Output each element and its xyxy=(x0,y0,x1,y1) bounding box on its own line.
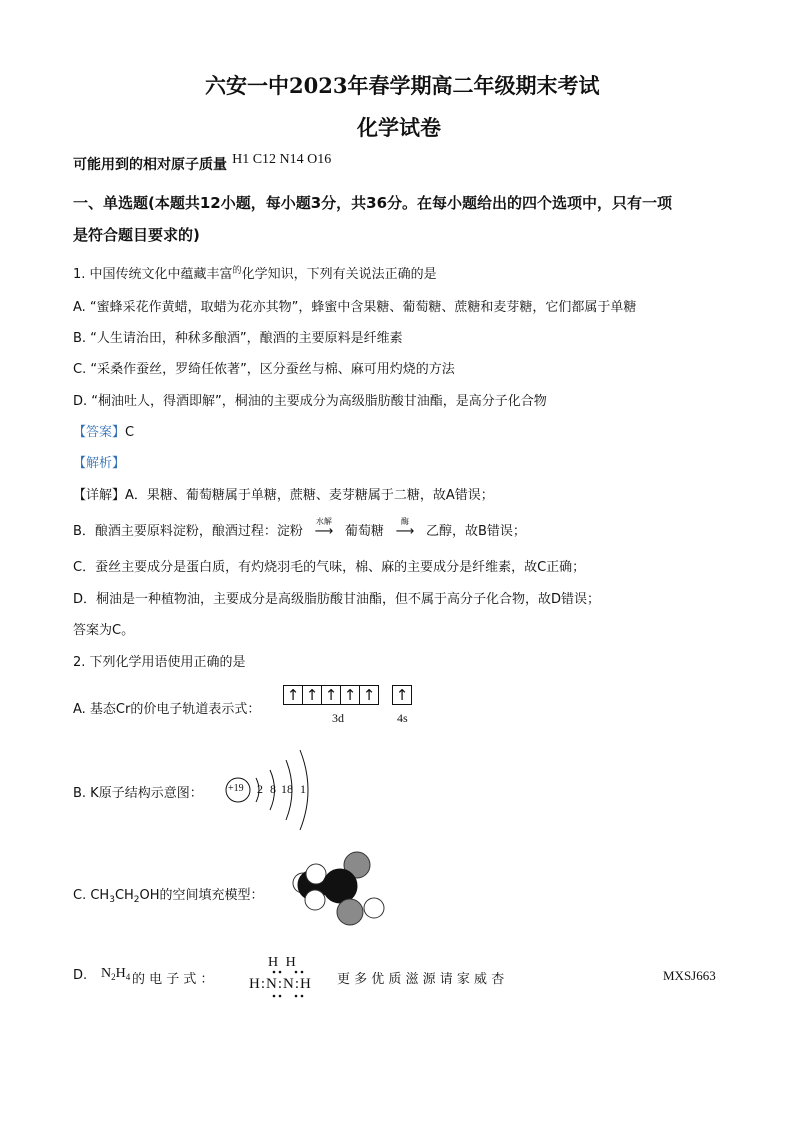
detail-a: A．果糖、葡萄糖属于单糖，蔗糖、麦芽糖属于二糖，故A错误； xyxy=(125,488,494,503)
q1-answer-line xyxy=(73,421,134,440)
q1-option-c: C. “采桑作蚕丝，罗绮任侬著”，区分蚕丝与棉、麻可用灼烧的方法 xyxy=(73,362,455,377)
atomic-mass-line xyxy=(73,154,331,174)
orbital-box-3d-2: ↑ xyxy=(302,685,322,705)
option-c-part1: C. CH xyxy=(73,888,110,903)
shell-count-2: 8 xyxy=(270,782,276,796)
q1-option-b: B. “人生请治田，种秫多酿酒”，酿酒的主要原料是纤维素 xyxy=(73,331,403,346)
q1-stem-part1: 1. 中国传统文化中蕴藏丰富 xyxy=(73,267,233,282)
orbital-diagram-4s xyxy=(393,685,412,705)
shell-count-4: 1 xyxy=(300,782,306,796)
orbital-box-3d-4: ↑ xyxy=(340,685,360,705)
shell-count-3: 18 xyxy=(281,782,293,796)
q2-option-b-text: B. K原子结构示意图： xyxy=(73,786,203,801)
hydrogen-atom-4 xyxy=(364,898,384,918)
q2-option-a-text: A. 基态Cr的价电子轨道表示式： xyxy=(73,702,261,717)
formula-sub1: 2 xyxy=(111,972,116,982)
reaction-arrow-hydrolysis: 水解 ⟶ xyxy=(303,524,345,539)
arrow-label-enzyme: 酶 xyxy=(400,517,409,526)
lewis-structure: H:N:N:H xyxy=(249,976,312,992)
q2-option-d-prefix: D. xyxy=(73,968,88,983)
answer-tag: 【答案】 xyxy=(73,425,126,440)
option-c-part2: CH xyxy=(114,888,134,903)
conclusion: 答案为C。 xyxy=(73,623,135,638)
hydrogen-atom-gray xyxy=(337,899,363,925)
detail-b-line xyxy=(73,517,526,539)
lone-pair-dots xyxy=(266,970,312,1000)
q1-option-a: A. “蜜蜂采花作黄蜡，取蜡为花亦其物”，蜂蜜中含果糖、葡萄糖、蔗糖和麦芽糖，它们都属于单糖 xyxy=(73,300,637,315)
formula-h: H xyxy=(115,966,126,981)
arrow-label-hydrolysis: 水解 xyxy=(315,517,332,526)
detail-d: D．桐油是一种植物油，主要成分是高级脂肪酸甘油酯，但不属于高分子化合物，故D错误； xyxy=(73,592,601,607)
analysis-tag: 【解析】 xyxy=(73,456,126,471)
atomic-mass-label: 可能用到的相对原子质量 xyxy=(73,157,227,173)
orbital-diagram-3d xyxy=(284,685,379,705)
label-4s: 4s xyxy=(397,711,408,725)
document-code: MXSJ663 xyxy=(663,968,716,983)
q2-option-c-text xyxy=(73,884,264,905)
nucleus-charge: +19 xyxy=(228,783,244,794)
formula-n: N xyxy=(101,966,112,981)
answer-value: C xyxy=(125,425,135,440)
section-heading-line1: 一、单选题(本题共12小题，每小题3分，共36分。在每小题给出的四个选项中，只有一项 xyxy=(73,194,673,212)
ethanol-space-filling-model xyxy=(286,848,390,930)
q1-option-d: D. “桐油吐人，得酒即解”，桐油的主要成分为高级脂肪酸甘油酯，是高分子化合物 xyxy=(73,394,547,409)
formula-sub2: 4 xyxy=(125,972,131,982)
lewis-top-hydrogens: H H xyxy=(268,955,298,970)
q1-stem xyxy=(73,263,437,282)
detail-c: C．蚕丝主要成分是蛋白质，有灼烧羽毛的气味，棉、麻的主要成分是纤维素，故C正确； xyxy=(73,560,586,575)
paper-subtitle: 化学试卷 xyxy=(357,115,441,140)
q2-stem: 2. 下列化学用语使用正确的是 xyxy=(73,655,246,670)
option-c-part3: OH的空间填充模型： xyxy=(139,888,264,903)
n2h4-formula xyxy=(101,966,130,982)
option-c-sub1: 3 xyxy=(109,895,115,905)
section-heading-line2: 是符合题目要求的) xyxy=(73,226,200,244)
shell-count-1: 2 xyxy=(257,782,263,796)
q2-option-d-text: 的 电 子 式 ： xyxy=(132,972,214,987)
detail-b-mid: 葡萄糖 xyxy=(344,524,384,539)
exam-title: 六安一中2023年春学期高二年级期末考试 xyxy=(205,73,600,98)
detail-a-line xyxy=(73,484,494,503)
reaction-arrow-enzyme: 酶 ⟶ xyxy=(384,524,426,539)
hydrogen-atom-2 xyxy=(306,864,326,884)
orbital-box-3d-3: ↑ xyxy=(321,685,341,705)
atomic-mass-values: H1 C12 N14 O16 xyxy=(232,152,332,167)
detail-tag: 【详解】 xyxy=(73,488,126,503)
q1-stem-superscript: 的 xyxy=(232,266,242,276)
option-c-sub2: 2 xyxy=(133,895,140,905)
orbital-box-3d-1: ↑ xyxy=(283,685,303,705)
carbon-atom-2 xyxy=(323,869,357,903)
hydrogen-atom-3 xyxy=(305,890,325,910)
label-3d: 3d xyxy=(332,711,344,725)
orbital-box-4s: ↑ xyxy=(392,685,412,705)
watermark-text: 更 多 优 质 滋 源 请 家 威 杏 xyxy=(337,972,505,987)
q1-stem-part2: 化学知识，下列有关说法正确的是 xyxy=(241,267,437,282)
orbital-box-3d-5: ↑ xyxy=(359,685,379,705)
detail-b-pre: B．酿酒主要原料淀粉，酿酒过程：淀粉 xyxy=(73,524,303,539)
detail-b-post: 乙醇，故B错误； xyxy=(425,524,526,539)
